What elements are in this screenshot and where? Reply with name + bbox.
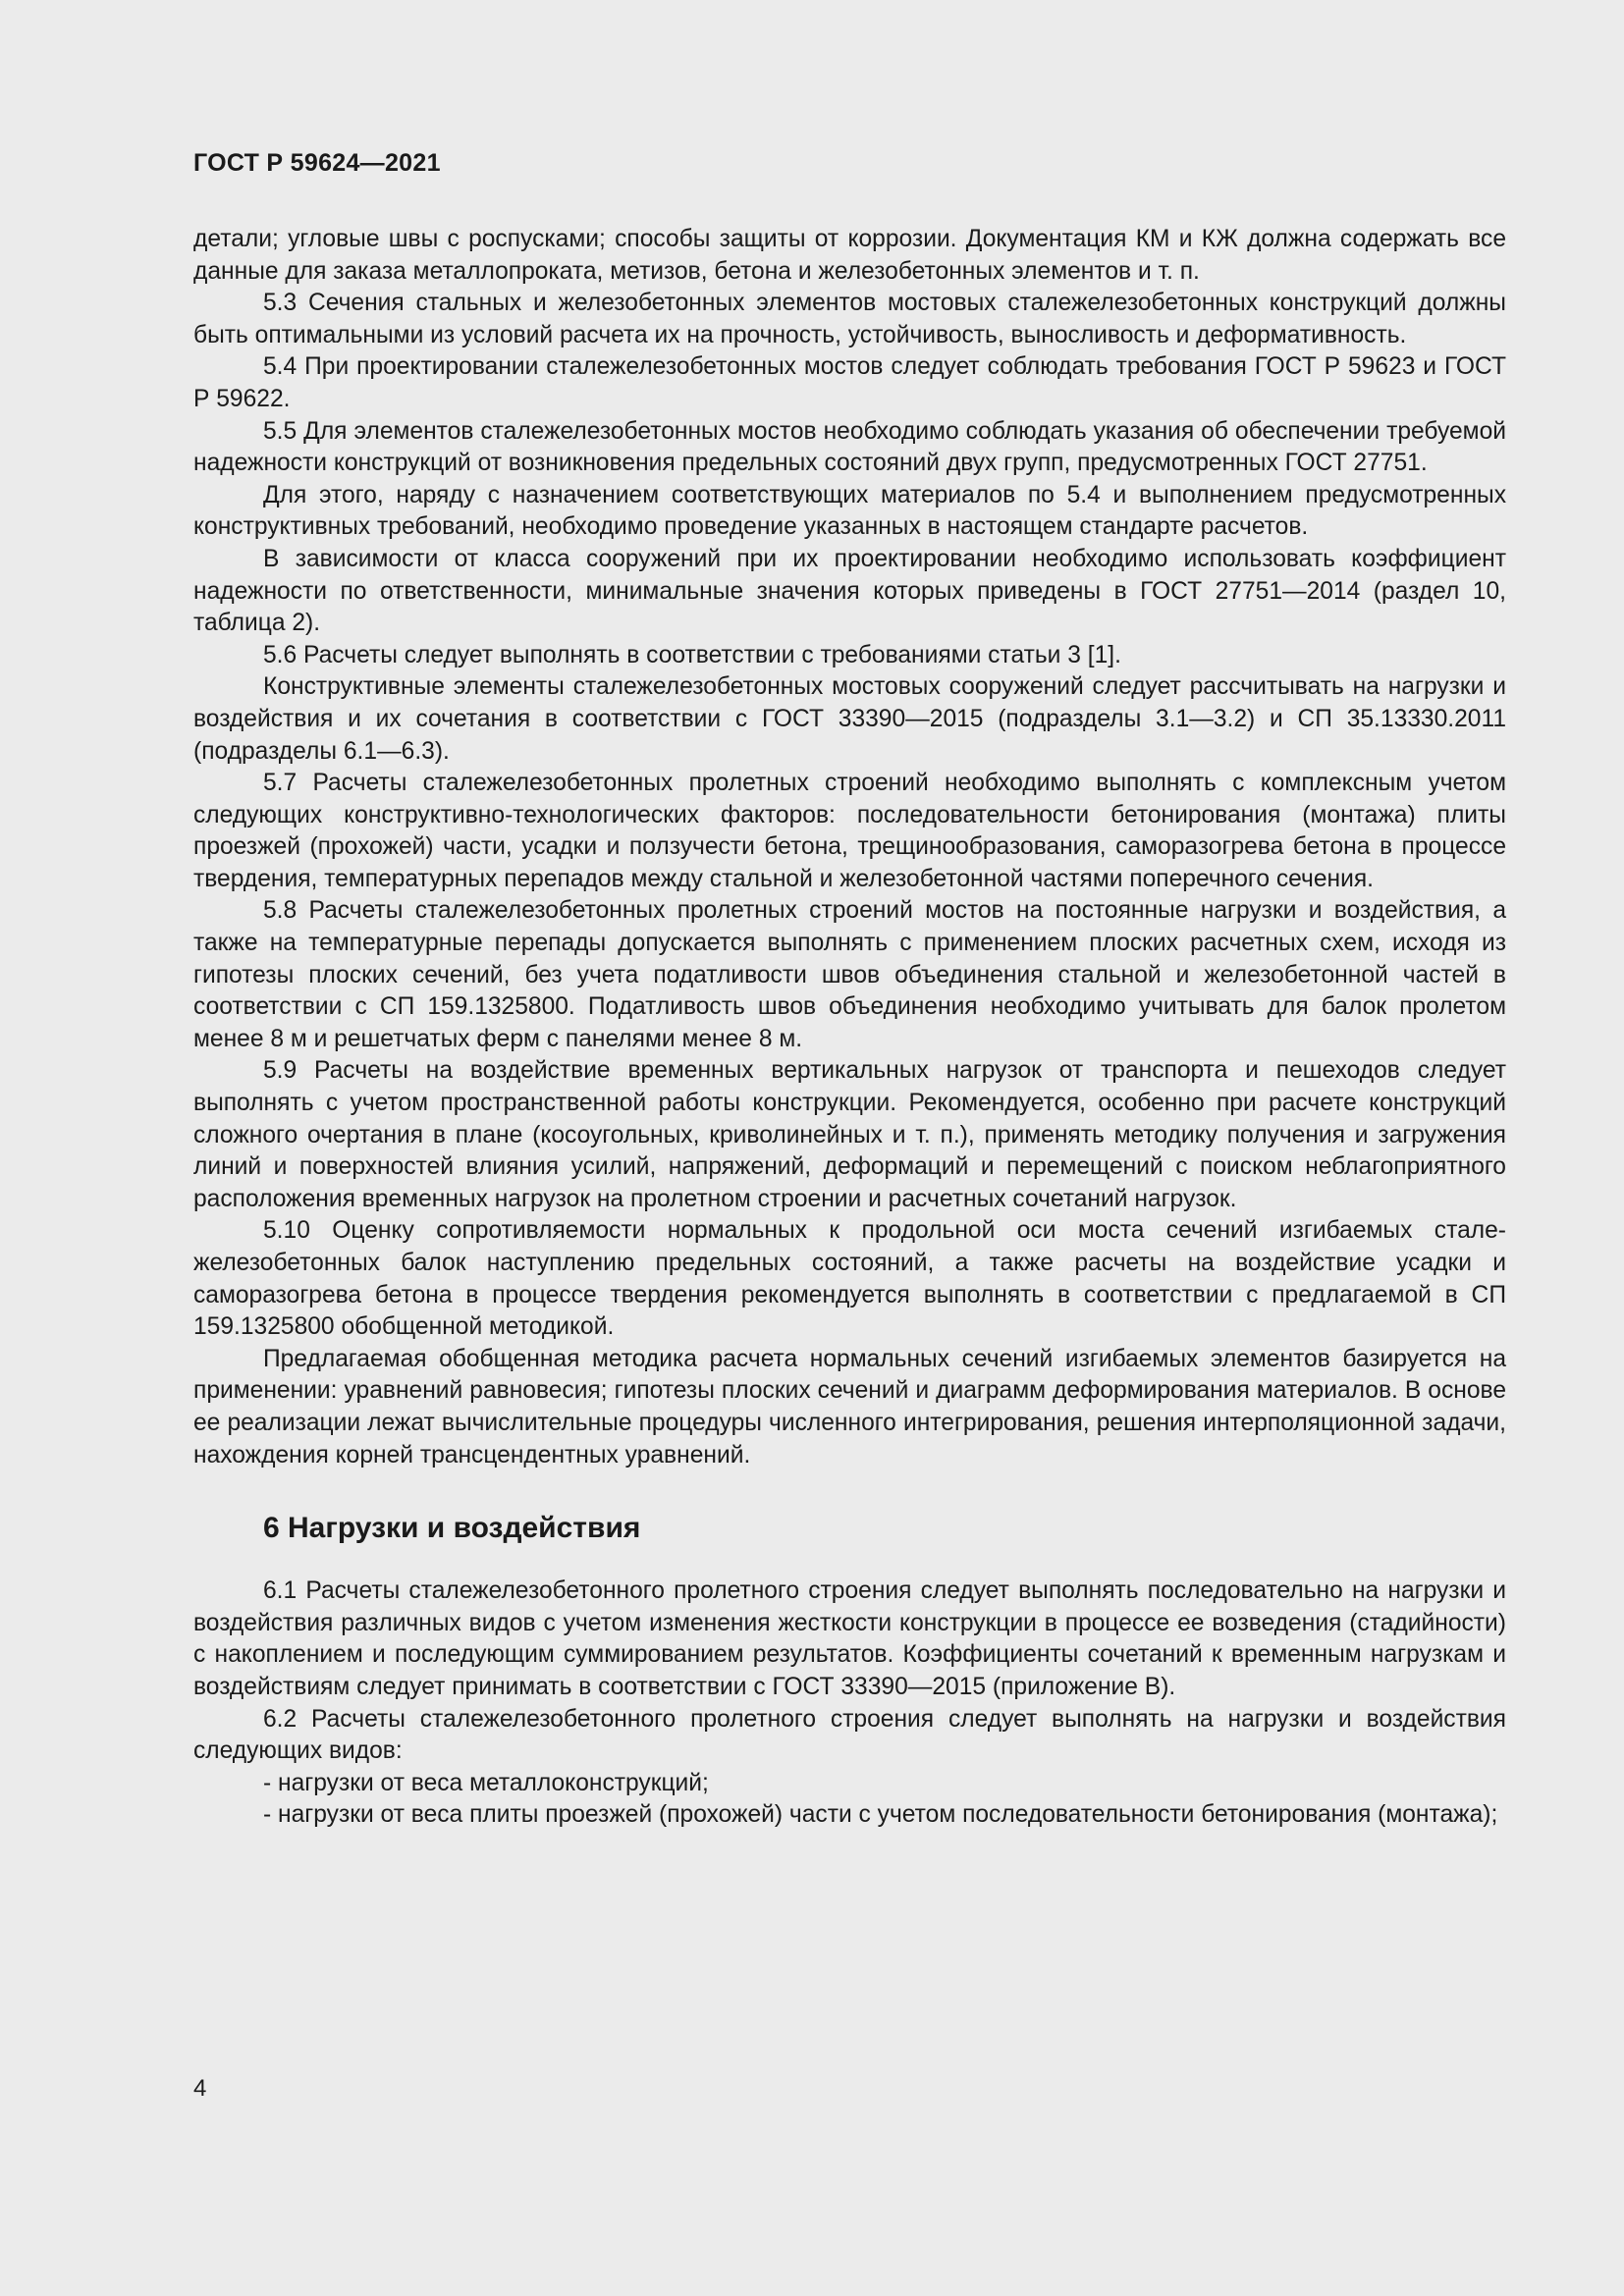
paragraph-5-5-materials: Для этого, наряду с назначением соответствующих материалов по 5.4 и выполнением предусмотренных конструктивных требований, необходимо проведение указанных в настоящем стандарте расчетов.	[193, 481, 1506, 541]
paragraph-5-10-method: Предлагаемая обобщенная методика расчета нормальных сечений изгибаемых элементов базируется на применении: уравнений равновесия; гипотезы плоских сечений и диаграмм деформирования материалов. В основе ее реализации лежат вычислительные процедуры численного интегрирования, решения интерполяционной задачи, нахождения корней трансцендентных уравнений.	[193, 1345, 1506, 1468]
page-number: 4	[193, 2075, 207, 2102]
list-item: - нагрузки от веса металлоконструкций;	[263, 1769, 709, 1796]
section-heading: 6 Нагрузки и воздействия	[263, 1512, 641, 1545]
paragraph-5-5-reliability: В зависимости от класса сооружений при их проектировании необходимо использовать коэффициент надежности по ответственности, минимальные значения которых приведены в ГОСТ 27751—2014 (раздел 10, таблица 2).	[193, 545, 1506, 637]
paragraph-6-2: 6.2 Расчеты сталежелезобетонного пролетного строения следует выполнять на нагрузки и воздействия следующих видов:	[193, 1705, 1506, 1765]
paragraph-5-4: 5.4 При проектировании сталежелезобетонных мостов следует соблюдать требования ГОСТ Р 59623 и ГОСТ Р 59622.	[193, 353, 1506, 412]
document-code-header: ГОСТ Р 59624—2021	[193, 149, 441, 177]
paragraph-continuation: детали; угловые швы с роспусками; способы защиты от коррозии. Документация КМ и КЖ должна содержать все данные для заказа металлопроката, метизов, бетона и железобетонных элементов и т. п.	[193, 226, 1506, 285]
document-body	[193, 224, 1506, 1832]
paragraph-5-6-elements: Конструктивные элементы сталежелезобетонных мостовых сооружений следует рассчитывать на нагрузки и воздействия и их сочетания в соответствии с ГОСТ 33390—2015 (подразделы 3.1—3.2) и СП 35.13330.2011 (подразделы 6.1—6.3).	[193, 673, 1506, 765]
paragraph-6-1: 6.1 Расчеты сталежелезобетонного пролетного строения следует выполнять последовательно на нагрузки и воздействия различных видов с учетом изменения жесткости конструкции в процессе ее возведения (стадийности) с накоплением и последующим суммированием результатов. Коэффициенты сочетаний к временным нагрузкам и воздействиям следует принимать в соответствии с ГОСТ 33390—2015 (приложение В).	[193, 1577, 1506, 1700]
paragraph-5-9: 5.9 Расчеты на воздействие временных вертикальных нагрузок от транспорта и пешеходов следует выполнять с учетом пространственной работы конструкции. Рекомендуется, особенно при расчете конструкций сложного очертания в плане (косоугольных, криволинейных и т. п.), применять методику получения и загружения линий и поверхностей влияния усилий, напряжений, деформаций и перемещений с поиском неблагоприятного расположения временных нагрузок на пролетном строении и расчетных сочетаний нагрузок.	[193, 1057, 1506, 1212]
paragraph-5-7: 5.7 Расчеты сталежелезобетонных пролетных строений необходимо выполнять с комплексным учетом следующих конструктивно-технологических факторов: последовательности бетонирования (монтажа) плиты проезжей (прохожей) части, усадки и ползучести бетона, трещинообразования, саморазогрева бетона в процессе твердения, температурных перепадов между стальной и железобетонной частями поперечного сечения.	[193, 770, 1506, 892]
list-item: - нагрузки от веса плиты проезжей (прохожей) части с учетом последовательности бетонирования (монтажа);	[263, 1801, 1498, 1829]
paragraph-5-5: 5.5 Для элементов сталежелезобетонных мостов необходимо соблюдать указания об обеспечении требуемой надежности конструкций от возникновения предельных состояний двух групп, предусмотренных ГОСТ 27751.	[193, 417, 1506, 477]
paragraph-5-3: 5.3 Сечения стальных и железобетонных элементов мостовых сталежелезобетонных конструкций должны быть оптимальными из условий расчета их на прочность, устойчивость, выносливость и деформативность.	[193, 290, 1506, 348]
paragraph-5-10: 5.10 Оценку сопротивляемости нормальных к продольной оси моста сечений изгибаемых сталежелезобетонных балок наступлению предельных состояний, а также расчеты на воздействие усадки и саморазогрева бетона в процессе твердения рекомендуется выполнять в соответствии с предлагаемой в СП 159.1325800 обобщенной методикой.	[193, 1217, 1506, 1341]
paragraph-5-8: 5.8 Расчеты сталежелезобетонных пролетных строений мостов на постоянные нагрузки и воздействия, а также на температурные перепады допускается выполнять с применением плоских расчетных схем, исходя из гипотезы плоских сечений, без учета податливости швов объединения стальной и железобетонной частей в соответствии с СП 159.1325800. Податливость швов объединения необходимо учитывать для балок пролетом менее 8 м и решетчатых ферм с панелями менее 8 м.	[193, 897, 1506, 1052]
paragraph-5-6: 5.6 Расчеты следует выполнять в соответствии с требованиями статьи 3 [1].	[263, 641, 1121, 668]
